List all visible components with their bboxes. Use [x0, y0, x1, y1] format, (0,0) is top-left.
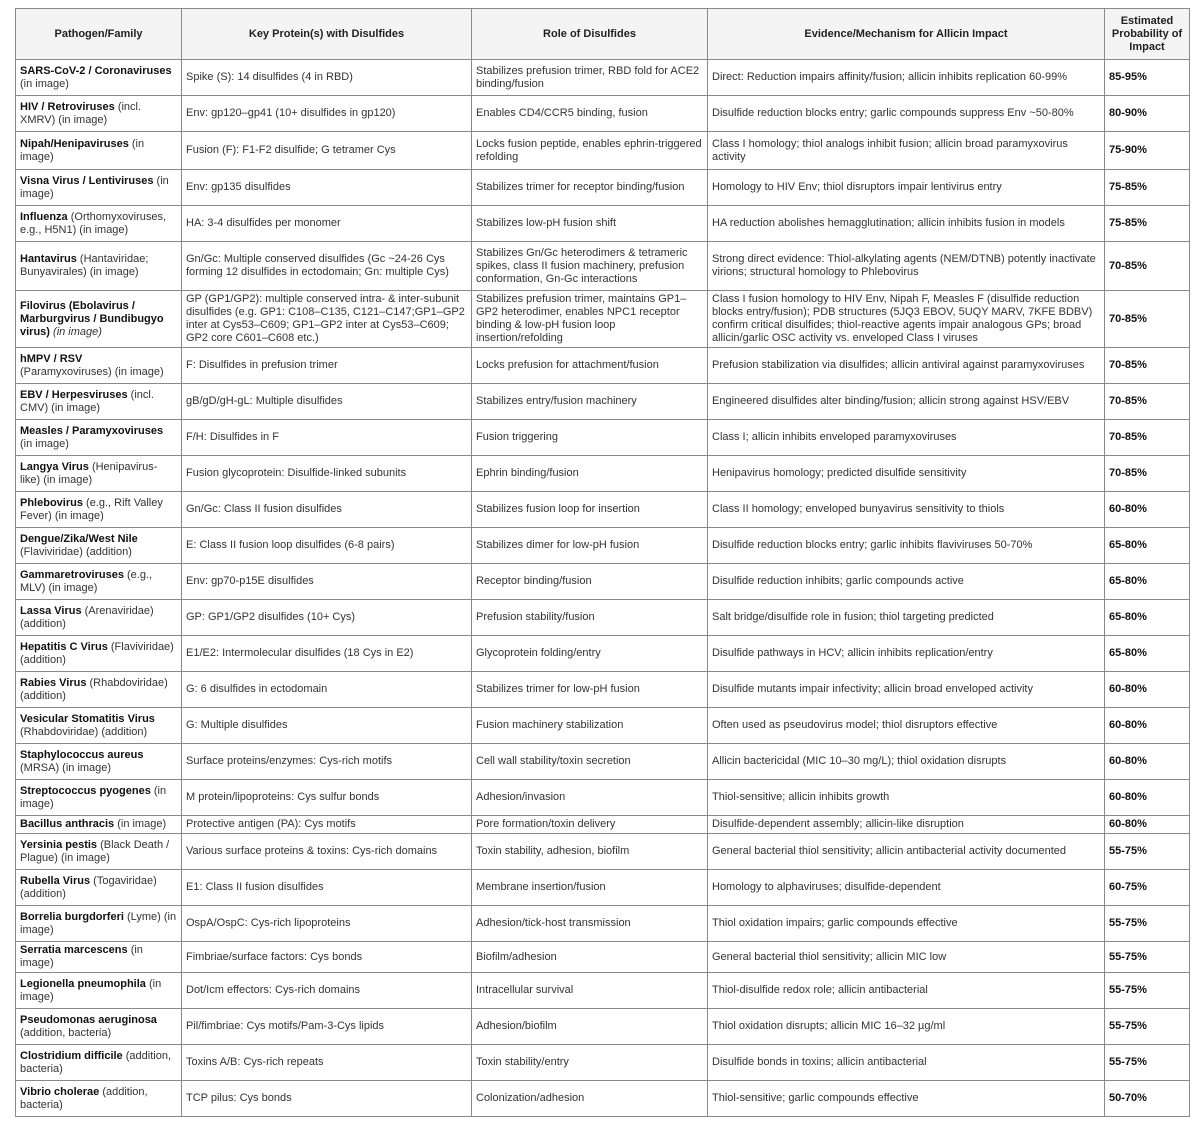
cell-pathogen: [16, 528, 182, 564]
cell-role: Prefusion stability/fusion: [472, 600, 708, 636]
cell-probability: 65-80%: [1105, 600, 1190, 636]
cell-pathogen: [16, 60, 182, 96]
header-probability: Estimated Probability of Impact: [1105, 9, 1190, 60]
cell-role: Toxin stability, adhesion, biofilm: [472, 834, 708, 870]
pathogen-name: Dengue/Zika/West Nile: [20, 532, 138, 545]
cell-key-protein: GP: GP1/GP2 disulfides (10+ Cys): [182, 600, 472, 636]
cell-evidence: Thiol oxidation disrupts; allicin MIC 16–32 µg/ml: [708, 1009, 1105, 1045]
cell-evidence: Disulfide-dependent assembly; allicin-like disruption: [708, 816, 1105, 834]
cell-pathogen: [16, 170, 182, 206]
cell-role: Colonization/adhesion: [472, 1081, 708, 1117]
pathogen-note: (in image): [20, 977, 162, 1003]
pathogen-note: (Black Death / Plague) (in image): [20, 838, 170, 864]
cell-role: Stabilizes fusion loop for insertion: [472, 492, 708, 528]
table-row: [16, 744, 1190, 780]
pathogen-note: (e.g., Rift Valley Fever) (in image): [20, 496, 163, 522]
table-row: [16, 816, 1190, 834]
pathogen-name: Vibrio cholerae: [20, 1085, 100, 1098]
cell-probability: 70-85%: [1105, 420, 1190, 456]
pathogen-note: (in image): [20, 77, 69, 90]
cell-key-protein: Fimbriae/surface factors: Cys bonds: [182, 942, 472, 973]
table-row: [16, 132, 1190, 170]
cell-probability: 75-90%: [1105, 132, 1190, 170]
pathogen-note: (Flaviviridae) (addition): [20, 545, 132, 558]
cell-pathogen: [16, 744, 182, 780]
cell-evidence: General bacterial thiol sensitivity; allicin antibacterial activity documented: [708, 834, 1105, 870]
table-row: [16, 780, 1190, 816]
cell-probability: 60-80%: [1105, 708, 1190, 744]
cell-role: Stabilizes prefusion trimer, maintains GP1–GP2 heterodimer, enables NPC1 receptor binding & low-pH fusion loop insertion/refolding: [472, 291, 708, 348]
table-row: [16, 564, 1190, 600]
cell-probability: 70-85%: [1105, 384, 1190, 420]
table-row: [16, 170, 1190, 206]
cell-role: Receptor binding/fusion: [472, 564, 708, 600]
pathogen-note: (in image): [20, 784, 167, 810]
cell-evidence: General bacterial thiol sensitivity; allicin MIC low: [708, 942, 1105, 973]
pathogen-note: (Flaviviridae) (addition): [20, 640, 174, 666]
pathogen-note: (Rhabdoviridae) (addition): [20, 676, 168, 702]
table-row: [16, 60, 1190, 96]
pathogen-note: (addition, bacteria): [20, 1049, 171, 1075]
cell-probability: 55-75%: [1105, 942, 1190, 973]
cell-pathogen: [16, 1081, 182, 1117]
cell-evidence: Homology to alphaviruses; disulfide-dependent: [708, 870, 1105, 906]
table-row: [16, 870, 1190, 906]
pathogen-name: Nipah/Henipaviruses: [20, 137, 129, 150]
pathogen-name: Gammaretroviruses: [20, 568, 124, 581]
pathogen-note: (Paramyxoviruses) (in image): [20, 365, 164, 378]
cell-role: Stabilizes trimer for receptor binding/fusion: [472, 170, 708, 206]
cell-evidence: Disulfide pathways in HCV; allicin inhibits replication/entry: [708, 636, 1105, 672]
cell-pathogen: [16, 870, 182, 906]
pathogen-table: [15, 8, 1190, 1117]
pathogen-name: Streptococcus pyogenes: [20, 784, 151, 797]
pathogen-name: Bacillus anthracis: [20, 818, 115, 830]
table-row: [16, 942, 1190, 973]
cell-probability: 55-75%: [1105, 1009, 1190, 1045]
cell-pathogen: [16, 206, 182, 242]
pathogen-note: (Henipavirus-like) (in image): [20, 460, 158, 486]
header-evidence: Evidence/Mechanism for Allicin Impact: [708, 9, 1105, 60]
pathogen-name: Measles / Paramyxoviruses: [20, 424, 164, 437]
cell-probability: 60-80%: [1105, 816, 1190, 834]
cell-pathogen: [16, 456, 182, 492]
table-body: [16, 60, 1190, 1117]
cell-key-protein: Fusion (F): F1-F2 disulfide; G tetramer Cys: [182, 132, 472, 170]
pathogen-name: EBV / Herpesviruses: [20, 388, 128, 401]
cell-pathogen: [16, 1045, 182, 1081]
cell-role: Pore formation/toxin delivery: [472, 816, 708, 834]
table-row: [16, 348, 1190, 384]
cell-key-protein: HA: 3-4 disulfides per monomer: [182, 206, 472, 242]
cell-key-protein: F: Disulfides in prefusion trimer: [182, 348, 472, 384]
pathogen-note: (in image): [20, 174, 169, 200]
cell-role: Enables CD4/CCR5 binding, fusion: [472, 96, 708, 132]
cell-pathogen: [16, 780, 182, 816]
cell-pathogen: [16, 96, 182, 132]
pathogen-name: Lassa Virus: [20, 604, 82, 617]
pathogen-name: Filovirus (Ebolavirus / Marburgvirus / Bundibugyo virus): [20, 299, 164, 338]
cell-evidence: Often used as pseudovirus model; thiol disruptors effective: [708, 708, 1105, 744]
cell-probability: 75-85%: [1105, 170, 1190, 206]
pathogen-name: Vesicular Stomatitis Virus: [20, 712, 155, 725]
pathogen-note: (e.g., MLV) (in image): [20, 568, 153, 594]
cell-pathogen: [16, 132, 182, 170]
cell-role: Stabilizes prefusion trimer, RBD fold for ACE2 binding/fusion: [472, 60, 708, 96]
pathogen-name: Rubella Virus: [20, 874, 91, 887]
cell-pathogen: [16, 906, 182, 942]
cell-evidence: Disulfide reduction inhibits; garlic compounds active: [708, 564, 1105, 600]
cell-key-protein: Env: gp70-p15E disulfides: [182, 564, 472, 600]
pathogen-name: Langya Virus: [20, 460, 89, 473]
cell-probability: 60-80%: [1105, 744, 1190, 780]
cell-evidence: Disulfide reduction blocks entry; garlic inhibits flaviviruses 50-70%: [708, 528, 1105, 564]
cell-key-protein: Gn/Gc: Multiple conserved disulfides (Gc ~24-26 Cys forming 12 disulfides in ectodomain; Gn: multiple Cys): [182, 242, 472, 291]
table-row: [16, 834, 1190, 870]
cell-probability: 55-75%: [1105, 973, 1190, 1009]
table-row: [16, 242, 1190, 291]
cell-pathogen: [16, 600, 182, 636]
cell-probability: 55-75%: [1105, 834, 1190, 870]
table-row: [16, 1081, 1190, 1117]
pathogen-note: (in image): [20, 437, 69, 450]
cell-role: Fusion triggering: [472, 420, 708, 456]
table-row: [16, 96, 1190, 132]
cell-pathogen: [16, 708, 182, 744]
table-row: [16, 384, 1190, 420]
table-row: [16, 973, 1190, 1009]
pathogen-note: (in image): [114, 818, 167, 830]
cell-role: Stabilizes trimer for low-pH fusion: [472, 672, 708, 708]
cell-evidence: Henipavirus homology; predicted disulfide sensitivity: [708, 456, 1105, 492]
cell-key-protein: GP (GP1/GP2): multiple conserved intra- & inter-subunit disulfides (e.g. GP1: C108–C135, C121–C147;GP1–GP2 inter at Cys53–C609; GP1–GP2 inter at Cys53–C609; GP2 core C601–C608 etc.): [182, 291, 472, 348]
cell-key-protein: OspA/OspC: Cys-rich lipoproteins: [182, 906, 472, 942]
cell-probability: 65-80%: [1105, 528, 1190, 564]
cell-key-protein: G: Multiple disulfides: [182, 708, 472, 744]
cell-pathogen: [16, 564, 182, 600]
pathogen-name: Borrelia burgdorferi: [20, 910, 124, 923]
cell-key-protein: E1: Class II fusion disulfides: [182, 870, 472, 906]
cell-key-protein: gB/gD/gH-gL: Multiple disulfides: [182, 384, 472, 420]
cell-role: Ephrin binding/fusion: [472, 456, 708, 492]
cell-probability: 80-90%: [1105, 96, 1190, 132]
cell-key-protein: E1/E2: Intermolecular disulfides (18 Cys in E2): [182, 636, 472, 672]
cell-role: Locks fusion peptide, enables ephrin-triggered refolding: [472, 132, 708, 170]
cell-evidence: Class I fusion homology to HIV Env, Nipah F, Measles F (disulfide reduction blocks entry/fusion); PDB structures (5JQ3 EBOV, 5UQY MARV, 7KFE BDBV) confirm critical disulfides; thiol-reactive agents impair analogous GPs; broad allicin/garlic OSC activity vs. enveloped Class I viruses: [708, 291, 1105, 348]
cell-evidence: Direct: Reduction impairs affinity/fusion; allicin inhibits replication 60-99%: [708, 60, 1105, 96]
table-row: [16, 528, 1190, 564]
cell-role: Stabilizes dimer for low-pH fusion: [472, 528, 708, 564]
cell-pathogen: [16, 636, 182, 672]
cell-role: Membrane insertion/fusion: [472, 870, 708, 906]
cell-pathogen: [16, 672, 182, 708]
cell-probability: 50-70%: [1105, 1081, 1190, 1117]
cell-evidence: Prefusion stabilization via disulfides; allicin antiviral against paramyxoviruses: [708, 348, 1105, 384]
pathogen-name: Visna Virus / Lentiviruses: [20, 174, 154, 187]
table-row: [16, 492, 1190, 528]
cell-evidence: Thiol-sensitive; garlic compounds effective: [708, 1081, 1105, 1117]
cell-probability: 70-85%: [1105, 456, 1190, 492]
pathogen-note: (incl. CMV) (in image): [20, 388, 154, 414]
cell-evidence: Class II homology; enveloped bunyavirus sensitivity to thiols: [708, 492, 1105, 528]
table-container: [15, 8, 1189, 1117]
cell-pathogen: [16, 348, 182, 384]
pathogen-note: (incl. XMRV) (in image): [20, 100, 142, 126]
header-key-protein: Key Protein(s) with Disulfides: [182, 9, 472, 60]
pathogen-note: (in image): [20, 944, 143, 969]
cell-probability: 70-85%: [1105, 291, 1190, 348]
pathogen-name: Hantavirus: [20, 253, 77, 265]
cell-key-protein: Env: gp135 disulfides: [182, 170, 472, 206]
pathogen-name: Serratia marcescens: [20, 944, 128, 956]
pathogen-name: Clostridium difficile: [20, 1049, 123, 1062]
cell-role: Fusion machinery stabilization: [472, 708, 708, 744]
pathogen-name: Influenza: [20, 210, 68, 223]
pathogen-name: Hepatitis C Virus: [20, 640, 108, 653]
cell-pathogen: [16, 1009, 182, 1045]
table-row: [16, 906, 1190, 942]
cell-key-protein: Env: gp120–gp41 (10+ disulfides in gp120): [182, 96, 472, 132]
pathogen-note: (addition, bacteria): [20, 1085, 148, 1111]
cell-evidence: Salt bridge/disulfide role in fusion; thiol targeting predicted: [708, 600, 1105, 636]
table-row: [16, 708, 1190, 744]
pathogen-note: (in image): [49, 325, 102, 338]
cell-pathogen: [16, 816, 182, 834]
table-row: [16, 420, 1190, 456]
cell-probability: 55-75%: [1105, 1045, 1190, 1081]
pathogen-name: Yersinia pestis: [20, 838, 98, 851]
header-row: [16, 9, 1190, 60]
table-row: [16, 206, 1190, 242]
cell-key-protein: Pil/fimbriae: Cys motifs/Pam-3-Cys lipids: [182, 1009, 472, 1045]
cell-role: Stabilizes entry/fusion machinery: [472, 384, 708, 420]
pathogen-note: (Lyme) (in image): [20, 910, 177, 936]
cell-key-protein: TCP pilus: Cys bonds: [182, 1081, 472, 1117]
cell-probability: 65-80%: [1105, 564, 1190, 600]
cell-probability: 60-80%: [1105, 780, 1190, 816]
cell-evidence: Thiol-disulfide redox role; allicin antibacterial: [708, 973, 1105, 1009]
pathogen-note: (Togaviridae) (addition): [20, 874, 157, 900]
cell-probability: 75-85%: [1105, 206, 1190, 242]
cell-role: Intracellular survival: [472, 973, 708, 1009]
cell-role: Toxin stability/entry: [472, 1045, 708, 1081]
pathogen-name: hMPV / RSV: [20, 352, 83, 365]
pathogen-note: (Arenaviridae) (addition): [20, 604, 154, 630]
pathogen-name: Rabies Virus: [20, 676, 87, 689]
cell-pathogen: [16, 384, 182, 420]
cell-evidence: Class I homology; thiol analogs inhibit fusion; allicin broad paramyxovirus activity: [708, 132, 1105, 170]
cell-pathogen: [16, 420, 182, 456]
cell-role: Adhesion/tick-host transmission: [472, 906, 708, 942]
pathogen-note: (Orthomyxoviruses, e.g., H5N1) (in image): [20, 210, 167, 236]
pathogen-name: Staphylococcus aureus: [20, 748, 144, 761]
cell-probability: 60-80%: [1105, 672, 1190, 708]
cell-evidence: Engineered disulfides alter binding/fusion; allicin strong against HSV/EBV: [708, 384, 1105, 420]
cell-evidence: Thiol-sensitive; allicin inhibits growth: [708, 780, 1105, 816]
cell-role: Stabilizes Gn/Gc heterodimers & tetrameric spikes, class II fusion machinery, prefusion conformation, Gn-Gc interactions: [472, 242, 708, 291]
table-row: [16, 636, 1190, 672]
cell-role: Stabilizes low-pH fusion shift: [472, 206, 708, 242]
cell-role: Glycoprotein folding/entry: [472, 636, 708, 672]
pathogen-note: (Rhabdoviridae) (addition): [20, 725, 148, 738]
cell-probability: 85-95%: [1105, 60, 1190, 96]
table-row: [16, 600, 1190, 636]
cell-pathogen: [16, 242, 182, 291]
cell-pathogen: [16, 291, 182, 348]
cell-evidence: HA reduction abolishes hemagglutination; allicin inhibits fusion in models: [708, 206, 1105, 242]
cell-evidence: Thiol oxidation impairs; garlic compounds effective: [708, 906, 1105, 942]
cell-probability: 65-80%: [1105, 636, 1190, 672]
cell-key-protein: M protein/lipoproteins: Cys sulfur bonds: [182, 780, 472, 816]
cell-role: Adhesion/invasion: [472, 780, 708, 816]
cell-key-protein: Toxins A/B: Cys-rich repeats: [182, 1045, 472, 1081]
cell-pathogen: [16, 492, 182, 528]
cell-key-protein: Surface proteins/enzymes: Cys-rich motifs: [182, 744, 472, 780]
pathogen-note: (in image): [20, 137, 145, 163]
pathogen-name: SARS-CoV-2 / Coronaviruses: [20, 64, 172, 77]
cell-probability: 70-85%: [1105, 242, 1190, 291]
cell-pathogen: [16, 973, 182, 1009]
cell-key-protein: Fusion glycoprotein: Disulfide-linked subunits: [182, 456, 472, 492]
cell-evidence: Homology to HIV Env; thiol disruptors impair lentivirus entry: [708, 170, 1105, 206]
cell-evidence: Class I; allicin inhibits enveloped paramyxoviruses: [708, 420, 1105, 456]
table-row: [16, 672, 1190, 708]
cell-evidence: Allicin bactericidal (MIC 10–30 mg/L); thiol oxidation disrupts: [708, 744, 1105, 780]
cell-evidence: Disulfide reduction blocks entry; garlic compounds suppress Env ~50-80%: [708, 96, 1105, 132]
pathogen-name: HIV / Retroviruses: [20, 100, 115, 113]
cell-key-protein: Dot/Icm effectors: Cys-rich domains: [182, 973, 472, 1009]
pathogen-name: Phlebovirus: [20, 496, 83, 509]
cell-evidence: Disulfide mutants impair infectivity; allicin broad enveloped activity: [708, 672, 1105, 708]
header-role: Role of Disulfides: [472, 9, 708, 60]
pathogen-name: Pseudomonas aeruginosa: [20, 1013, 157, 1026]
cell-pathogen: [16, 834, 182, 870]
cell-role: Biofilm/adhesion: [472, 942, 708, 973]
cell-probability: 60-80%: [1105, 492, 1190, 528]
cell-key-protein: F/H: Disulfides in F: [182, 420, 472, 456]
table-row: [16, 1045, 1190, 1081]
table-row: [16, 456, 1190, 492]
cell-key-protein: Gn/Gc: Class II fusion disulfides: [182, 492, 472, 528]
cell-pathogen: [16, 942, 182, 973]
cell-probability: 55-75%: [1105, 906, 1190, 942]
cell-probability: 60-75%: [1105, 870, 1190, 906]
cell-evidence: Strong direct evidence: Thiol-alkylating agents (NEM/DTNB) potently inactivate virions; structural homology to Phlebovirus: [708, 242, 1105, 291]
pathogen-note: (MRSA) (in image): [20, 761, 112, 774]
cell-role: Cell wall stability/toxin secretion: [472, 744, 708, 780]
pathogen-note: (Hantaviridae; Bunyavirales) (in image): [20, 253, 149, 278]
table-row: [16, 1009, 1190, 1045]
cell-key-protein: Spike (S): 14 disulfides (4 in RBD): [182, 60, 472, 96]
cell-key-protein: Various surface proteins & toxins: Cys-rich domains: [182, 834, 472, 870]
cell-key-protein: Protective antigen (PA): Cys motifs: [182, 816, 472, 834]
pathogen-note: (addition, bacteria): [20, 1026, 112, 1039]
cell-role: Adhesion/biofilm: [472, 1009, 708, 1045]
cell-key-protein: E: Class II fusion loop disulfides (6-8 pairs): [182, 528, 472, 564]
cell-probability: 70-85%: [1105, 348, 1190, 384]
cell-role: Locks prefusion for attachment/fusion: [472, 348, 708, 384]
cell-key-protein: G: 6 disulfides in ectodomain: [182, 672, 472, 708]
cell-evidence: Disulfide bonds in toxins; allicin antibacterial: [708, 1045, 1105, 1081]
pathogen-name: Legionella pneumophila: [20, 977, 146, 990]
table-row: [16, 291, 1190, 348]
header-pathogen: Pathogen/Family: [16, 9, 182, 60]
